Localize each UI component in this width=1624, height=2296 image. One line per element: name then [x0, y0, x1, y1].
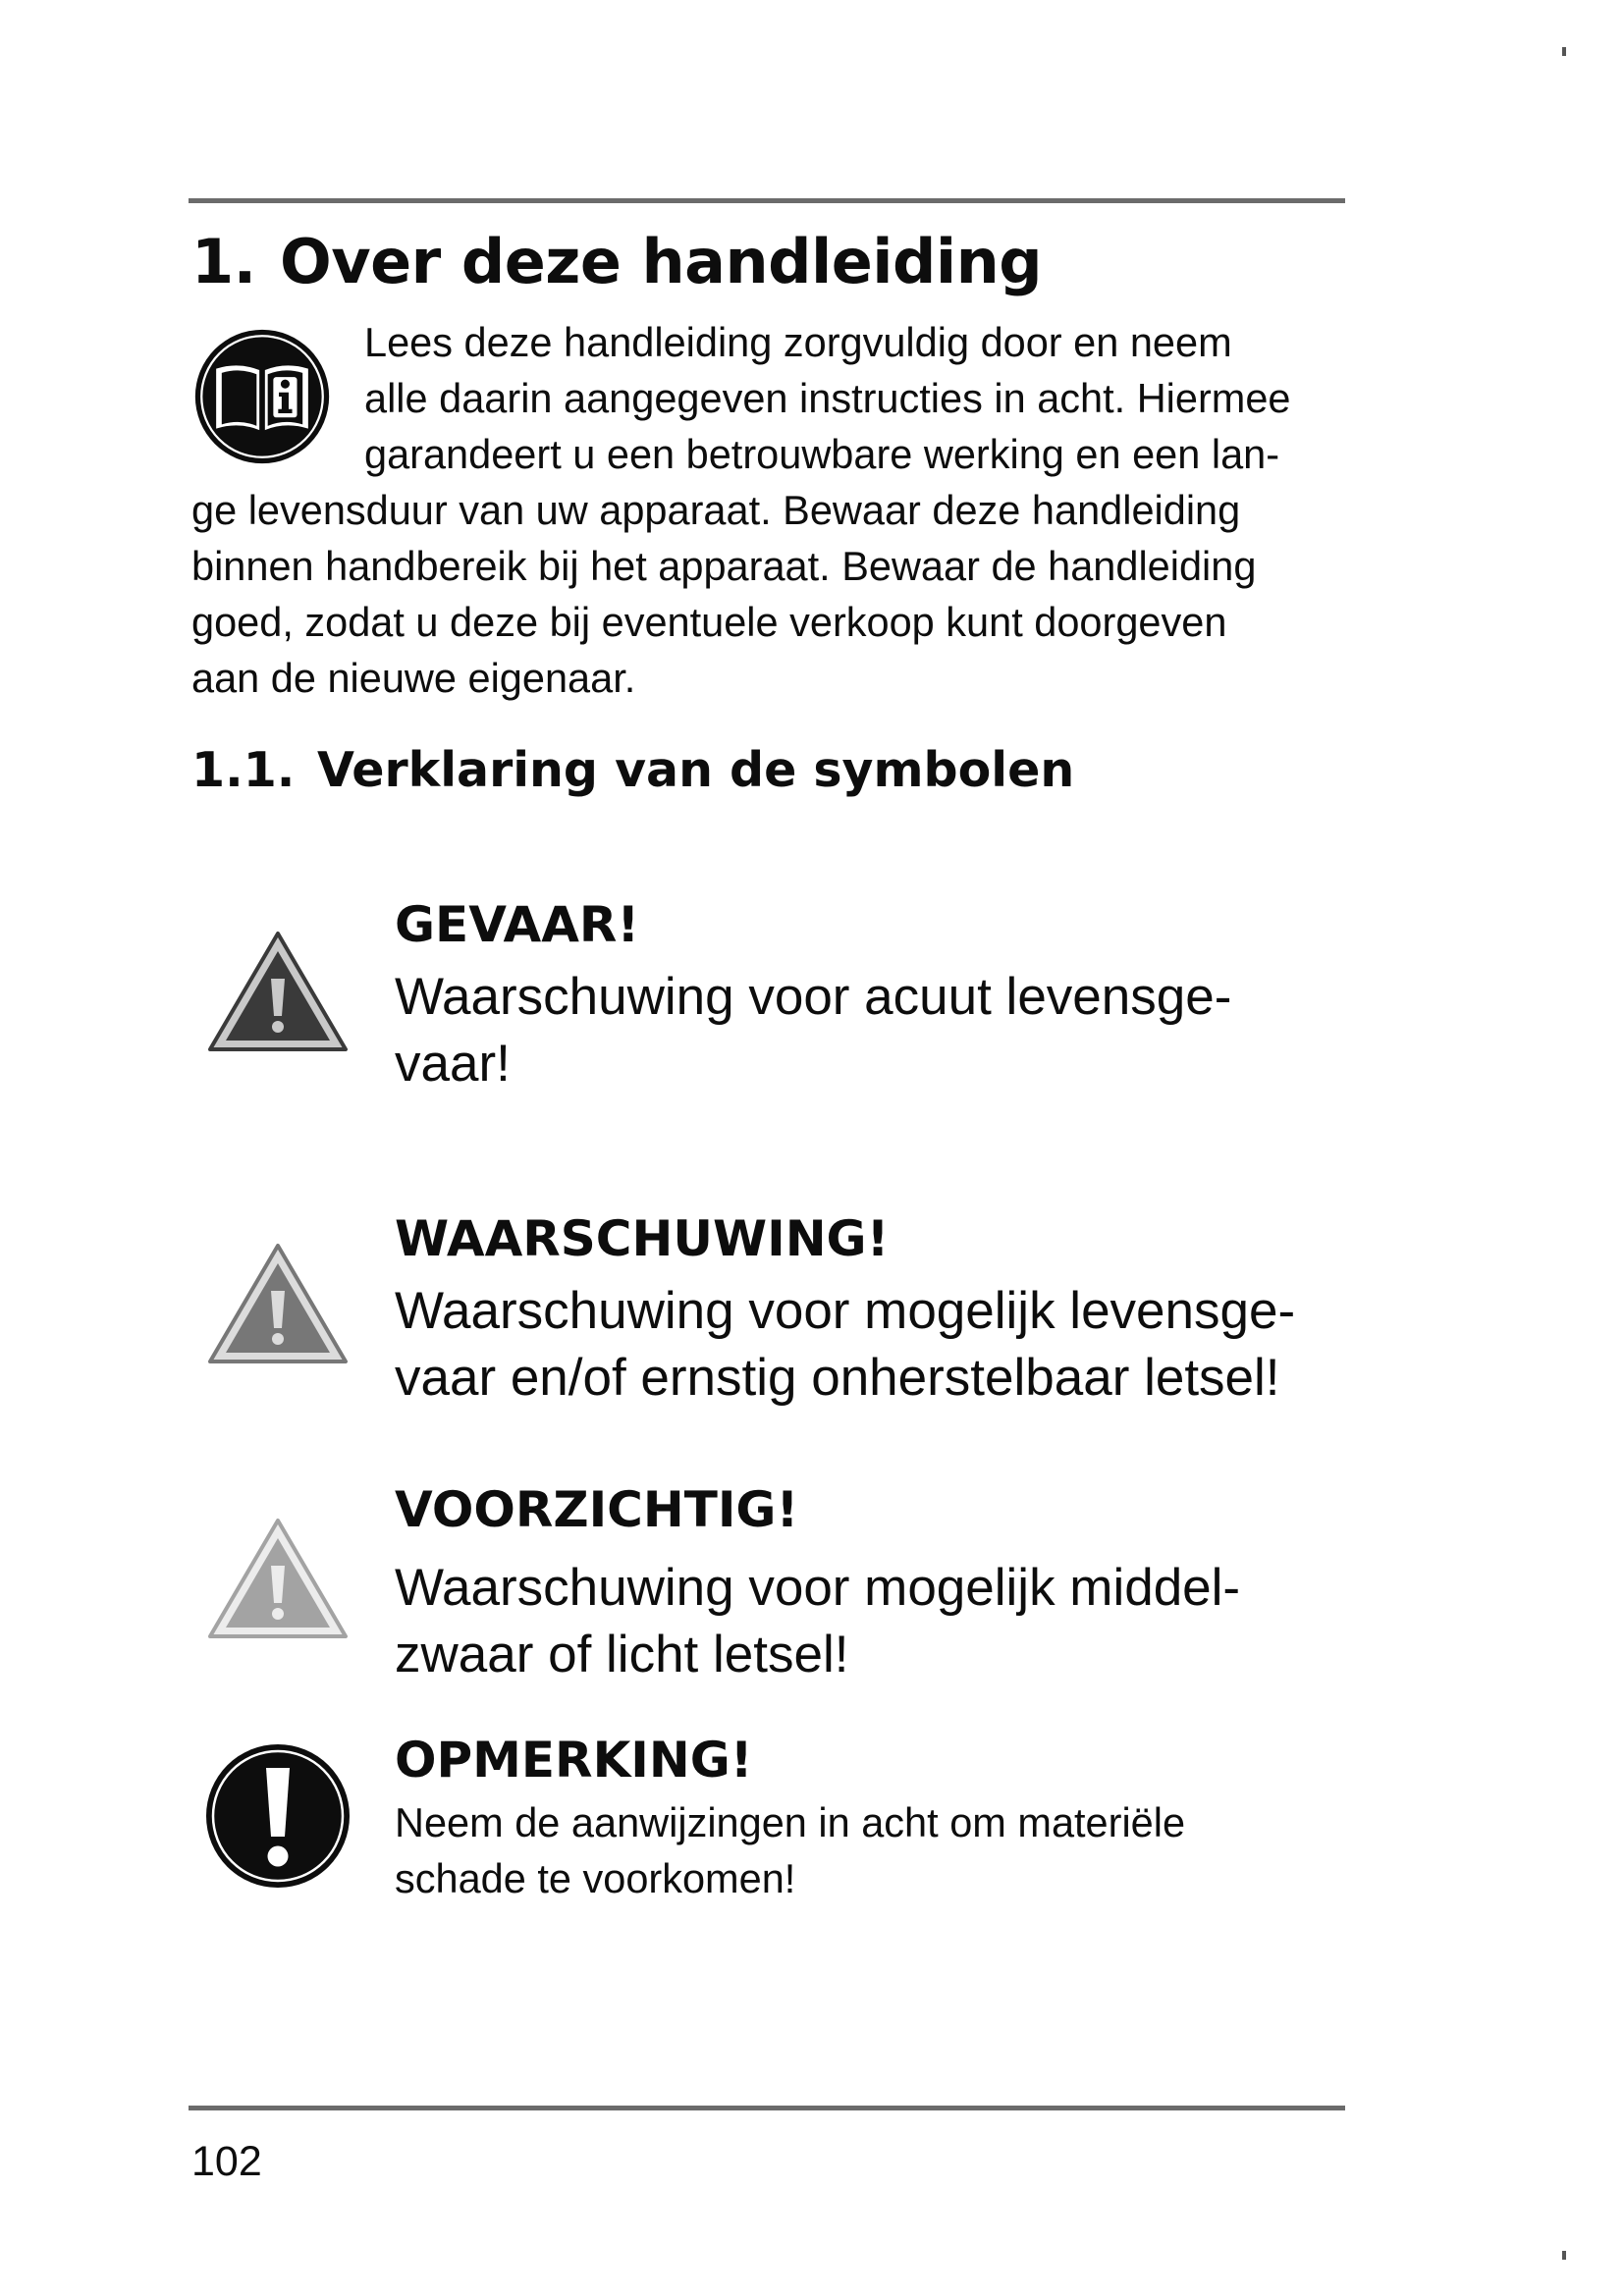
description-line: schade te voorkomen! — [395, 1855, 796, 1901]
paragraph-line: binnen handbereik bij het apparaat. Bewaar de handleiding — [191, 543, 1257, 589]
description-line: vaar en/of ernstig onherstelbaar letsel! — [395, 1349, 1280, 1407]
danger-triangle-icon — [204, 928, 352, 1055]
section-title: Over deze handleiding — [280, 226, 1043, 297]
caution-triangle-icon — [204, 1515, 352, 1642]
paragraph-line: aan de nieuwe eigenaar. — [191, 655, 636, 701]
warning-title: WAARSCHUWING! — [395, 1210, 890, 1267]
description-line: zwaar of licht letsel! — [395, 1626, 849, 1683]
caution-description — [395, 1555, 1240, 1688]
subsection-heading — [191, 736, 1074, 805]
paragraph-line: garandeert u een betrouwbare werking en een lan- — [364, 431, 1280, 477]
section-heading — [191, 218, 1042, 306]
subsection-title: Verklaring van de symbolen — [317, 742, 1075, 798]
paragraph-line: Lees deze handleiding zorgvuldig door en neem — [364, 319, 1232, 365]
description-line: Neem de aanwijzingen in acht om materiële — [395, 1799, 1186, 1845]
description-line: Waarschuwing voor acuut levensge- — [395, 968, 1232, 1026]
subsection-number: 1.1. — [191, 742, 296, 798]
scan-speck-top — [1562, 47, 1566, 56]
top-rule — [189, 198, 1345, 203]
description-line: vaar! — [395, 1035, 511, 1093]
description-line: Waarschuwing voor mogelijk levensge- — [395, 1282, 1296, 1340]
notice-exclamation-circle-icon — [204, 1742, 352, 1890]
warning-triangle-icon — [204, 1240, 352, 1367]
caution-title: VOORZICHTIG! — [395, 1481, 799, 1538]
notice-description — [395, 1794, 1185, 1906]
scan-speck-bottom — [1562, 2251, 1566, 2260]
danger-title: GEVAAR! — [395, 896, 640, 953]
warning-description — [395, 1278, 1295, 1412]
paragraph-line: goed, zodat u deze bij eventuele verkoop kunt doorgeven — [191, 599, 1227, 645]
page-number: 102 — [191, 2138, 262, 2185]
bottom-rule — [189, 2106, 1345, 2110]
danger-description — [395, 964, 1231, 1097]
section-number: 1. — [191, 226, 256, 297]
intro-paragraph — [191, 314, 1350, 706]
paragraph-line: alle daarin aangegeven instructies in acht. Hiermee — [364, 375, 1291, 421]
notice-title: OPMERKING! — [395, 1732, 753, 1789]
description-line: Waarschuwing voor mogelijk middel- — [395, 1559, 1241, 1617]
paragraph-line: ge levensduur van uw apparaat. Bewaar deze handleiding — [191, 487, 1241, 533]
